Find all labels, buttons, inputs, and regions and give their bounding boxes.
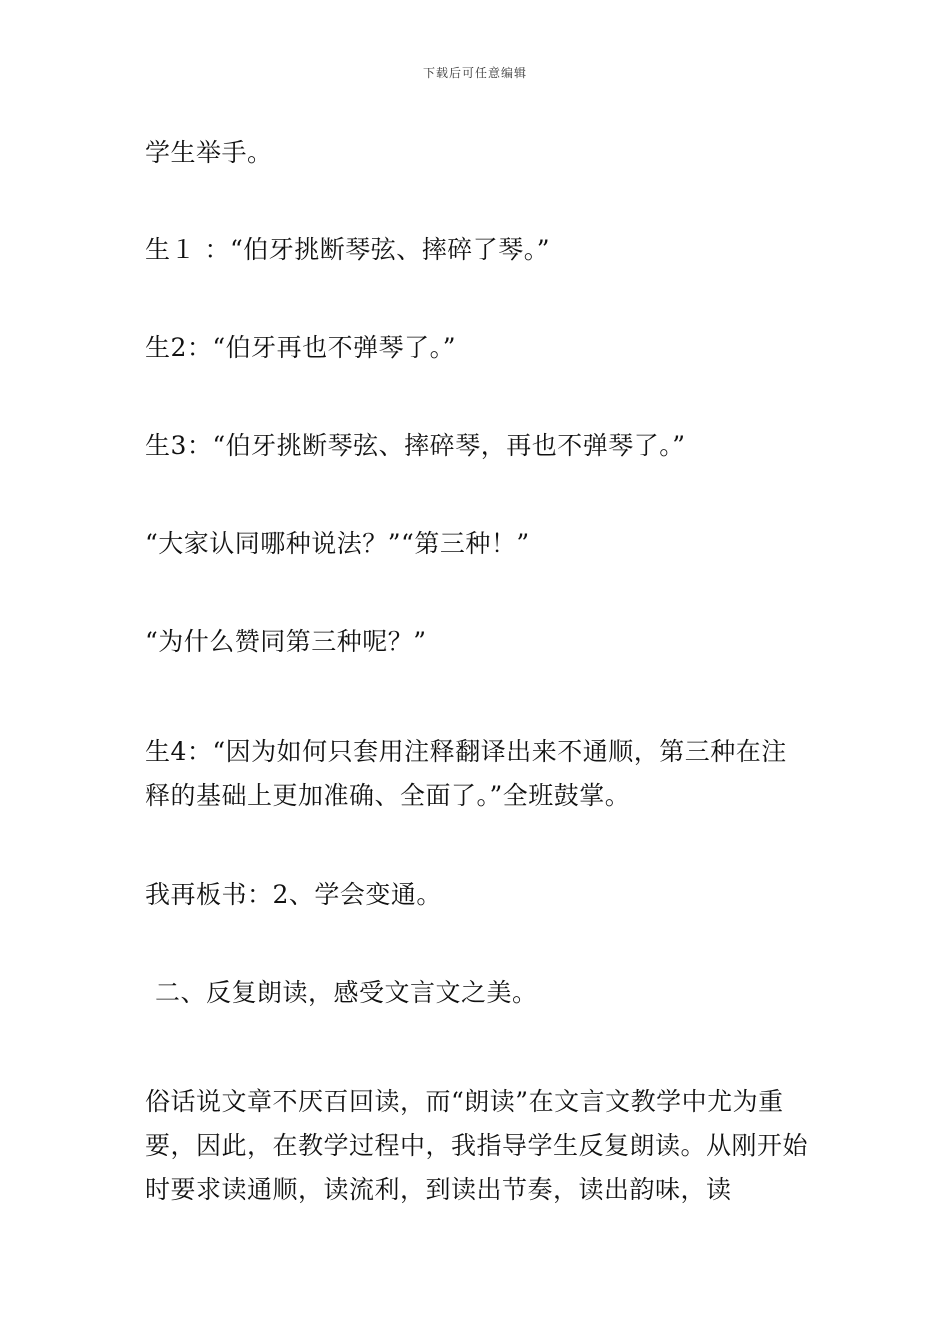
section-heading-reading: 二、反复朗读，感受文言文之美。 — [155, 978, 538, 1007]
paragraph-why-third: “为什么赞同第三种呢？” — [145, 627, 427, 656]
paragraph-reading-practice: 俗话说文章不厌百回读，而“朗读”在文言文教学中尤为重要，因此，在教学过程中，我指导学生反复朗读。从刚开始时要求读通顺，读流利，到读出节奏，读出韵味，读 — [145, 1087, 809, 1204]
paragraph-student-3: 生3：“伯牙挑断琴弦、摔碎琴，再也不弹琴了。” — [145, 431, 686, 460]
paragraph-student-2: 生2：“伯牙再也不弹琴了。” — [145, 333, 456, 362]
paragraph-blackboard: 我再板书：2、学会变通。 — [145, 880, 442, 909]
paragraph-student-4: 生4：“因为如何只套用注释翻译出来不通顺，第三种在注释的基础上更加准确、全面了。”全班鼓掌。 — [145, 737, 787, 810]
paragraph-which-answer: “大家认同哪种说法？”“第三种！” — [145, 529, 530, 558]
page-header: 下载后可任意编辑 — [422, 66, 527, 80]
paragraph-students-raise-hands: 学生举手。 — [145, 138, 273, 167]
paragraph-student-1: 生１ ：“伯牙挑断琴弦、摔碎了琴。” — [145, 235, 551, 264]
